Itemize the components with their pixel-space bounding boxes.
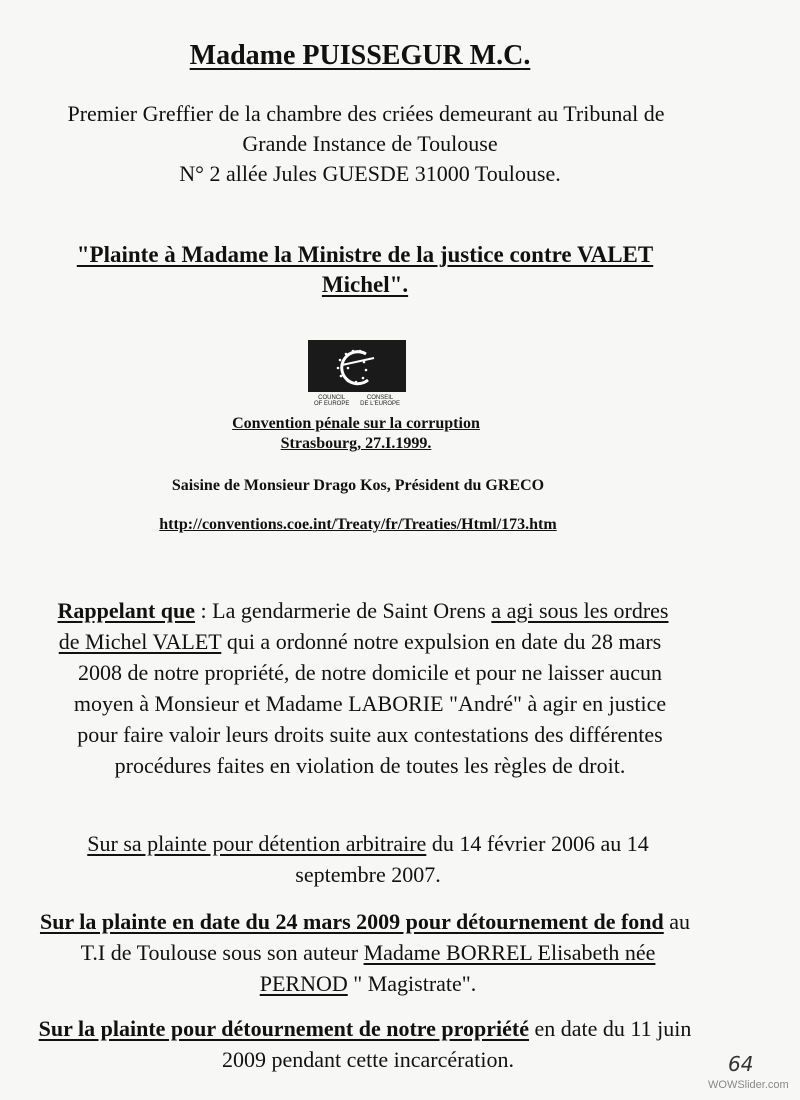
convention-url[interactable]: http://conventions.coe.int/Treaty/fr/Treaties/Html/173.htm <box>159 516 557 533</box>
address-line: N° 2 allée Jules GUESDE 31000 Toulouse. <box>179 161 561 186</box>
underlined-text: PERNOD <box>259 971 348 996</box>
plain-text: au <box>663 909 691 934</box>
paragraph-line: septembre 2007. <box>295 862 441 887</box>
complaint-title-line: "Plainte à Madame la Ministre de la justice contre VALET <box>76 242 654 267</box>
emphasis-text: Rappelant que <box>57 598 196 623</box>
logo-caption-text: OF EUROPE <box>314 401 350 407</box>
paragraph-line: 2008 de notre propriété, de notre domicile et pour ne laisser aucun <box>77 660 663 685</box>
underlined-text: Madame BORREL Elisabeth née <box>363 940 656 965</box>
convention-link[interactable] <box>0 516 716 534</box>
plain-text: du 14 février 2006 au 14 <box>426 831 649 856</box>
paragraph-line <box>0 906 736 937</box>
plain-text: " Magistrate". <box>347 971 477 996</box>
plain-text: en date du 11 juin <box>529 1016 692 1041</box>
paragraph-line <box>0 626 740 657</box>
document-title <box>0 40 720 72</box>
paragraph-detournement-propriete <box>0 1013 736 1075</box>
title-text: Madame PUISSEGUR M.C. <box>189 40 531 71</box>
logo-caption-text: DE L'EUROPE <box>360 401 400 407</box>
logo-caption-text: CONSEIL <box>366 395 394 401</box>
plain-text: qui a ordonné notre expulsion en date du 28 mars <box>221 629 662 654</box>
convention-line: Convention pénale sur la corruption <box>232 415 480 432</box>
underlined-text: de Michel VALET <box>58 629 222 654</box>
plain-text: T.I de Toulouse sous son auteur <box>80 940 364 965</box>
council-of-europe-logo-icon <box>308 340 406 392</box>
stars-circle-icon <box>308 340 406 392</box>
convention-heading <box>0 414 712 454</box>
paragraph-line <box>0 1013 736 1044</box>
convention-line: Strasbourg, 27.I.1999. <box>280 435 432 452</box>
underlined-text: a agi sous les ordres <box>491 598 669 623</box>
paragraph-line: 2009 pendant cette incarcération. <box>222 1047 514 1072</box>
underlined-text: Sur sa plainte pour détention arbitraire <box>87 831 427 856</box>
emphasis-text: Sur la plainte en date du 24 mars 2009 pour détournement de fond <box>39 909 664 934</box>
logo-caption <box>308 395 406 407</box>
emphasis-text: Sur la plainte pour détournement de notre propriété <box>38 1016 529 1041</box>
paragraph-line: moyen à Monsieur et Madame LABORIE "André" à agir en justice <box>73 691 667 716</box>
address-line: Grande Instance de Toulouse <box>242 131 498 156</box>
paragraph-line: procédures faites en violation de toutes les règles de droit. <box>114 753 626 778</box>
watermark: WOWSlider.com <box>708 1079 789 1091</box>
paragraph-line <box>0 937 736 968</box>
saisine-line: Saisine de Monsieur Drago Kos, Président du GRECO <box>171 477 545 494</box>
address-block <box>0 99 740 189</box>
paragraph-rappelant <box>0 595 740 781</box>
plain-text: : La gendarmerie de Saint Orens <box>195 598 492 623</box>
complaint-title-line: Michel". <box>321 272 409 297</box>
council-of-europe-logo <box>308 340 406 410</box>
paragraph-line <box>0 828 736 859</box>
paragraph-line <box>0 595 740 626</box>
address-line: Premier Greffier de la chambre des criées demeurant au Tribunal de <box>67 101 665 126</box>
paragraph-line <box>0 968 736 999</box>
paragraph-detournement-fond <box>0 906 736 999</box>
page-number: 64 <box>728 1052 754 1076</box>
complaint-title <box>0 240 730 300</box>
paragraph-line: pour faire valoir leurs droits suite aux contestations des différentes <box>77 722 663 747</box>
paragraph-detention <box>0 828 736 890</box>
logo-caption-text: COUNCIL <box>318 395 346 401</box>
